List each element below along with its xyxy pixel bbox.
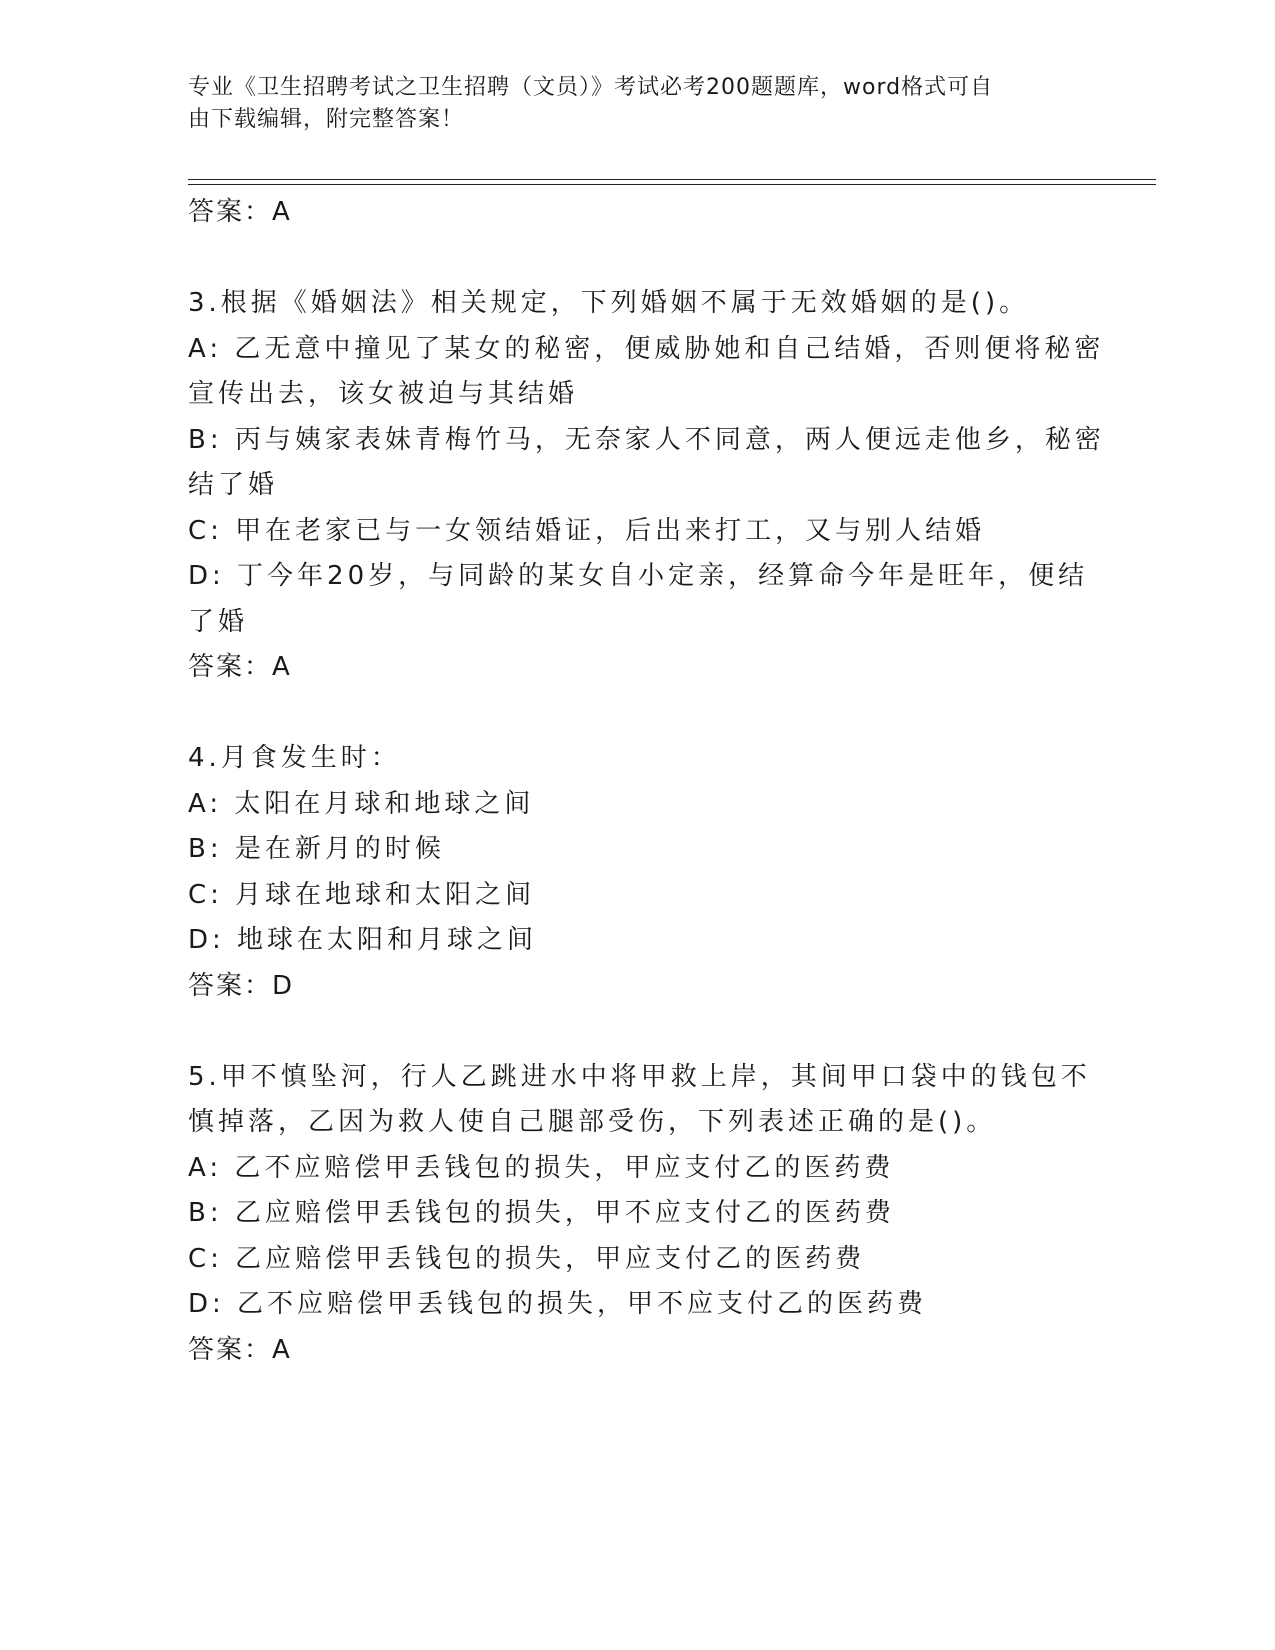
question-3-stem: 3.根据《婚姻法》相关规定，下列婚姻不属于无效婚姻的是()。	[188, 288, 1030, 318]
question-4-answer: 答案：D	[188, 970, 295, 1001]
question-5-stem: 5.甲不慎坠河，行人乙跳进水中将甲救上岸，其间甲口袋中的钱包不	[188, 1061, 1091, 1092]
document-header	[188, 72, 1088, 136]
previous-answer: 答案：A	[188, 197, 292, 227]
question-5-option-a: A: 乙不应赔偿甲丢钱包的损失，甲应支付乙的医药费	[188, 1152, 895, 1183]
question-5-answer: 答案：A	[188, 1334, 292, 1365]
question-3-option-d: D: 丁今年20岁，与同龄的某女自小定亲，经算命今年是旺年，便结	[188, 561, 1089, 591]
header-divider-bottom	[188, 184, 1156, 185]
spacer	[188, 1009, 1088, 1055]
question-5-option-b: B: 乙应赔偿甲丢钱包的损失，甲不应支付乙的医药费	[188, 1198, 895, 1228]
question-5-stem-cont: 慎掉落，乙因为救人使自己腿部受伤，下列表述正确的是()。	[188, 1107, 997, 1137]
header-line-1: 专业《卫生招聘考试之卫生招聘（文员）》考试必考200题题库，word格式可自	[188, 75, 994, 100]
question-5	[188, 1055, 1091, 1374]
question-3-option-d-cont: 了婚	[188, 606, 249, 637]
question-3-option-c: C: 甲在老家已与一女领结婚证，后出来打工，又与别人结婚	[188, 515, 986, 546]
spacer	[188, 236, 1088, 282]
question-4-option-d: D: 地球在太阳和月球之间	[188, 925, 538, 955]
header-line-2: 由下载编辑，附完整答案！	[188, 107, 465, 132]
header-divider-top	[188, 179, 1156, 180]
question-5-option-c: C: 乙应赔偿甲丢钱包的损失，甲应支付乙的医药费	[188, 1243, 866, 1274]
question-3-option-b: B: 丙与姨家表妹青梅竹马，无奈家人不同意，两人便远走他乡，秘密	[188, 424, 1105, 455]
spacer	[188, 691, 1088, 737]
question-4-option-b: B: 是在新月的时候	[188, 834, 445, 864]
question-3-option-b-cont: 结了婚	[188, 470, 279, 500]
question-4-option-c: C: 月球在地球和太阳之间	[188, 879, 536, 910]
question-3	[188, 281, 1105, 691]
question-list	[188, 190, 1105, 1373]
question-5-option-d: D: 乙不应赔偿甲丢钱包的损失，甲不应支付乙的医药费	[188, 1289, 928, 1319]
question-4-option-a: A: 太阳在月球和地球之间	[188, 788, 535, 819]
question-3-answer: 答案：A	[188, 652, 292, 682]
question-3-option-a: A: 乙无意中撞见了某女的秘密，便威胁她和自己结婚，否则便将秘密	[188, 333, 1105, 364]
question-4-stem: 4.月食发生时：	[188, 743, 401, 773]
question-4	[188, 736, 1088, 1009]
question-3-option-a-cont: 宣传出去，该女被迫与其结婚	[188, 379, 579, 409]
